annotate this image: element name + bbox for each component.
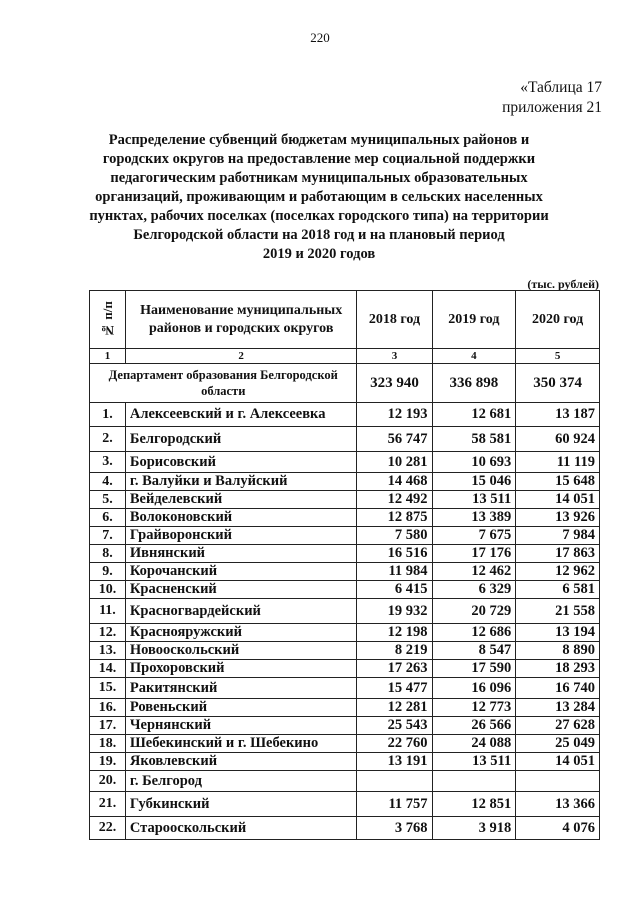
value-2019: 8 547 <box>432 642 516 660</box>
value-2018: 12 875 <box>357 509 432 527</box>
row-number: 19. <box>90 753 126 771</box>
column-index-row <box>90 349 600 364</box>
row-number: 18. <box>90 735 126 753</box>
value-2019: 7 675 <box>432 527 516 545</box>
row-number: 4. <box>90 473 126 491</box>
value-2018: 3 768 <box>357 817 432 840</box>
value-2020: 18 293 <box>516 660 600 678</box>
value-2019: 12 681 <box>432 403 516 427</box>
table-row <box>90 527 600 545</box>
title-line: организаций, проживающим и работающим в сельских населенных <box>95 189 543 205</box>
district-name: Новооскольский <box>125 642 357 660</box>
table-row <box>90 660 600 678</box>
column-index: 3 <box>357 349 432 364</box>
title-line: пунктах, рабочих поселках (поселках городского типа) на территории <box>89 208 549 224</box>
value-2018: 15 477 <box>357 678 432 699</box>
district-name: Прохоровский <box>125 660 357 678</box>
value-2019: 13 511 <box>432 491 516 509</box>
department-name: Департамент образования Белгородской области <box>90 364 357 403</box>
district-name: Краснояружский <box>125 624 357 642</box>
department-2019: 336 898 <box>432 364 516 403</box>
value-2020: 27 628 <box>516 717 600 735</box>
value-2020: 15 648 <box>516 473 600 491</box>
district-name: Грайворонский <box>125 527 357 545</box>
value-2020: 16 740 <box>516 678 600 699</box>
value-2018: 11 757 <box>357 792 432 817</box>
table-row <box>90 563 600 581</box>
value-2020: 13 284 <box>516 699 600 717</box>
title-line: Белгородской области на 2018 год и на плановый период <box>133 227 505 243</box>
department-2020: 350 374 <box>516 364 600 403</box>
row-number: 1. <box>90 403 126 427</box>
row-number: 6. <box>90 509 126 527</box>
title-line: 2019 и 2020 годов <box>262 246 376 262</box>
title-line: городских округов на предоставление мер социальной поддержки <box>102 151 536 167</box>
table-row <box>90 735 600 753</box>
value-2020: 13 187 <box>516 403 600 427</box>
title-line: Распределение субвенций бюджетам муниципальных районов и <box>108 132 530 148</box>
table-row <box>90 699 600 717</box>
district-name: Яковлевский <box>125 753 357 771</box>
column-index: 5 <box>516 349 600 364</box>
value-2018 <box>357 771 432 792</box>
value-2018: 6 415 <box>357 581 432 599</box>
row-number: 17. <box>90 717 126 735</box>
table-row <box>90 452 600 473</box>
value-2019: 17 590 <box>432 660 516 678</box>
table-row <box>90 717 600 735</box>
value-2020: 17 863 <box>516 545 600 563</box>
table-row <box>90 581 600 599</box>
value-2018: 56 747 <box>357 427 432 452</box>
value-2020 <box>516 771 600 792</box>
district-name: Красногвардейский <box>125 599 357 624</box>
value-2020: 14 051 <box>516 491 600 509</box>
header-2020: 2020 год <box>516 291 600 349</box>
value-2019: 12 686 <box>432 624 516 642</box>
value-2019: 24 088 <box>432 735 516 753</box>
column-index: 2 <box>125 349 357 364</box>
district-name: Ракитянский <box>125 678 357 699</box>
column-index: 4 <box>432 349 516 364</box>
row-number: 13. <box>90 642 126 660</box>
row-number: 14. <box>90 660 126 678</box>
value-2019: 12 773 <box>432 699 516 717</box>
value-2020: 4 076 <box>516 817 600 840</box>
value-2020: 8 890 <box>516 642 600 660</box>
value-2019 <box>432 771 516 792</box>
row-number: 7. <box>90 527 126 545</box>
header-num: № п/п <box>90 291 126 349</box>
table-row <box>90 545 600 563</box>
value-2019: 16 096 <box>432 678 516 699</box>
value-2019: 58 581 <box>432 427 516 452</box>
value-2020: 21 558 <box>516 599 600 624</box>
value-2018: 25 543 <box>357 717 432 735</box>
district-name: Красненский <box>125 581 357 599</box>
table-row <box>90 817 600 840</box>
title-line: педагогическим работникам муниципальных образовательных <box>110 170 528 186</box>
value-2020: 6 581 <box>516 581 600 599</box>
district-name: г. Валуйки и Валуйский <box>125 473 357 491</box>
district-name: Шебекинский и г. Шебекино <box>125 735 357 753</box>
value-2018: 14 468 <box>357 473 432 491</box>
value-2019: 13 511 <box>432 753 516 771</box>
table-row <box>90 792 600 817</box>
row-number: 20. <box>90 771 126 792</box>
district-name: Волоконовский <box>125 509 357 527</box>
value-2018: 17 263 <box>357 660 432 678</box>
value-2018: 12 198 <box>357 624 432 642</box>
value-2018: 22 760 <box>357 735 432 753</box>
value-2019: 6 329 <box>432 581 516 599</box>
value-2020: 7 984 <box>516 527 600 545</box>
value-2018: 12 281 <box>357 699 432 717</box>
value-2018: 13 191 <box>357 753 432 771</box>
row-number: 5. <box>90 491 126 509</box>
table-reference <box>502 78 602 118</box>
table-row <box>90 624 600 642</box>
value-2019: 15 046 <box>432 473 516 491</box>
value-2020: 12 962 <box>516 563 600 581</box>
district-name: Ровеньский <box>125 699 357 717</box>
table-row <box>90 473 600 491</box>
value-2019: 12 462 <box>432 563 516 581</box>
district-name: Вейделевский <box>125 491 357 509</box>
header-2018: 2018 год <box>357 291 432 349</box>
district-name: г. Белгород <box>125 771 357 792</box>
value-2019: 3 918 <box>432 817 516 840</box>
district-name: Чернянский <box>125 717 357 735</box>
value-2018: 11 984 <box>357 563 432 581</box>
header-name: Наименование муниципальных районов и городских округов <box>125 291 357 349</box>
document-title <box>88 131 550 264</box>
value-2018: 8 219 <box>357 642 432 660</box>
subvention-table <box>89 290 600 840</box>
district-name: Корочанский <box>125 563 357 581</box>
row-number: 2. <box>90 427 126 452</box>
table-row <box>90 491 600 509</box>
table-row <box>90 771 600 792</box>
table-row <box>90 678 600 699</box>
reference-line-1: «Таблица 17 <box>520 79 602 96</box>
district-name: Борисовский <box>125 452 357 473</box>
row-number: 15. <box>90 678 126 699</box>
row-number: 21. <box>90 792 126 817</box>
row-number: 12. <box>90 624 126 642</box>
district-name: Старооскольский <box>125 817 357 840</box>
table-row <box>90 599 600 624</box>
value-2020: 25 049 <box>516 735 600 753</box>
district-name: Белгородский <box>125 427 357 452</box>
value-2020: 13 926 <box>516 509 600 527</box>
column-index: 1 <box>90 349 126 364</box>
row-number: 10. <box>90 581 126 599</box>
value-2018: 7 580 <box>357 527 432 545</box>
value-2018: 16 516 <box>357 545 432 563</box>
value-2018: 12 492 <box>357 491 432 509</box>
table-row <box>90 509 600 527</box>
department-2018: 323 940 <box>357 364 432 403</box>
table-row <box>90 427 600 452</box>
reference-line-2: приложения 21 <box>502 99 602 116</box>
table-row <box>90 642 600 660</box>
value-2020: 11 119 <box>516 452 600 473</box>
row-number: 16. <box>90 699 126 717</box>
department-row <box>90 364 600 403</box>
row-number: 3. <box>90 452 126 473</box>
row-number: 8. <box>90 545 126 563</box>
row-number: 22. <box>90 817 126 840</box>
header-row <box>90 291 600 349</box>
value-2020: 13 366 <box>516 792 600 817</box>
district-name: Ивнянский <box>125 545 357 563</box>
value-2019: 13 389 <box>432 509 516 527</box>
page-number: 220 <box>310 30 330 45</box>
header-2019: 2019 год <box>432 291 516 349</box>
value-2018: 10 281 <box>357 452 432 473</box>
value-2018: 12 193 <box>357 403 432 427</box>
value-2020: 60 924 <box>516 427 600 452</box>
value-2018: 19 932 <box>357 599 432 624</box>
table-row <box>90 753 600 771</box>
table-row <box>90 403 600 427</box>
value-2019: 17 176 <box>432 545 516 563</box>
row-number: 11. <box>90 599 126 624</box>
value-2019: 10 693 <box>432 452 516 473</box>
value-2019: 12 851 <box>432 792 516 817</box>
units-label: (тыс. рублей) <box>527 277 599 291</box>
value-2020: 14 051 <box>516 753 600 771</box>
district-name: Губкинский <box>125 792 357 817</box>
district-name: Алексеевский и г. Алексеевка <box>125 403 357 427</box>
value-2020: 13 194 <box>516 624 600 642</box>
value-2019: 20 729 <box>432 599 516 624</box>
row-number: 9. <box>90 563 126 581</box>
value-2019: 26 566 <box>432 717 516 735</box>
